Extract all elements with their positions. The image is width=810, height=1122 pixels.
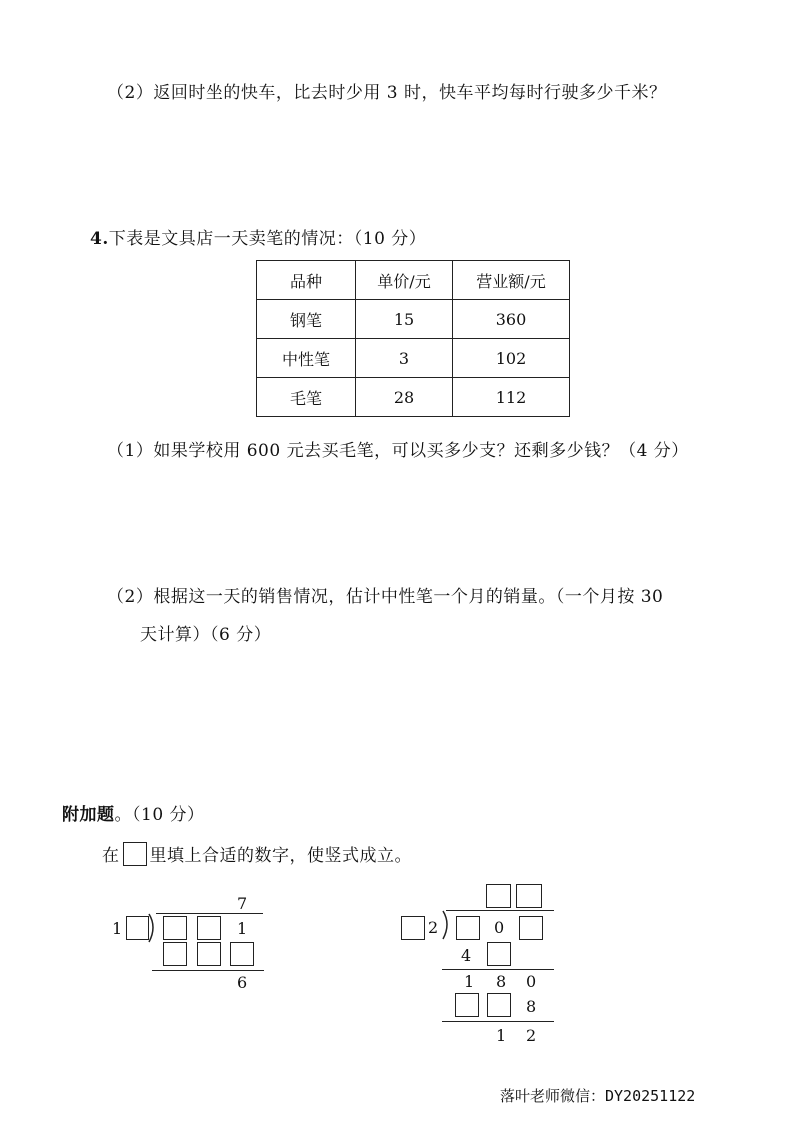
table-cell: 28 (356, 378, 453, 417)
table-cell: 毛笔 (257, 378, 356, 417)
footer-contact: 落叶老师微信：DY20251122 (500, 1087, 696, 1105)
product-answer-box[interactable] (487, 993, 511, 1017)
table-row (257, 378, 570, 417)
dividend-answer-box[interactable] (197, 916, 221, 940)
dividend-digit: 1 (237, 919, 248, 938)
remainder-digit: 1 (496, 1026, 507, 1045)
question-4-part-1: （1）如果学校用 600 元去买毛笔，可以买多少支？还剩多少钱？（4 分） (107, 441, 689, 461)
table-cell: 360 (453, 300, 570, 339)
divisor-answer-box[interactable] (126, 916, 149, 940)
table-row (257, 339, 570, 378)
table-cell: 102 (453, 339, 570, 378)
extra-question-score: 。（10 分） (114, 805, 205, 825)
extra-instruction (102, 841, 412, 866)
extra-question-heading (62, 800, 205, 825)
question-number: 4. (90, 229, 109, 249)
divisor-digit: 1 (112, 919, 123, 938)
table-header-cell: 单价/元 (356, 261, 453, 300)
question-4-part-2-line-2: 天计算）（6 分） (140, 625, 272, 645)
dividend-answer-box[interactable] (519, 916, 543, 940)
division-bracket (441, 909, 453, 941)
quotient-answer-box[interactable] (486, 884, 511, 908)
table-header-cell: 品种 (257, 261, 356, 300)
table-cell: 钢笔 (257, 300, 356, 339)
subtraction-line (442, 969, 554, 970)
question-4-part-2-line-1: （2）根据这一天的销售情况，估计中性笔一个月的销量。（一个月按 30 (107, 587, 664, 607)
product-answer-box[interactable] (163, 942, 187, 966)
question-3-part-2: （2）返回时坐的快车，比去时少用 3 时，快车平均每时行驶多少千米？ (107, 83, 667, 103)
question-4-title: 下表是文具店一天卖笔的情况：（10 分） (108, 229, 427, 249)
remainder-digit: 6 (237, 973, 248, 992)
table-cell: 15 (356, 300, 453, 339)
quotient-answer-box[interactable] (516, 884, 542, 908)
partial-digit: 8 (496, 972, 507, 991)
dividend-digit: 0 (494, 918, 505, 937)
answer-box-sample (123, 842, 147, 866)
divisor-digit: 2 (428, 918, 439, 937)
product-answer-box[interactable] (487, 942, 511, 966)
dividend-answer-box[interactable] (456, 916, 480, 940)
table-row (257, 300, 570, 339)
product-answer-box[interactable] (197, 942, 221, 966)
table-cell: 中性笔 (257, 339, 356, 378)
product-answer-box[interactable] (230, 942, 254, 966)
table-cell: 3 (356, 339, 453, 378)
table-header-row (257, 261, 570, 300)
remainder-digit: 2 (526, 1026, 537, 1045)
dividend-answer-box[interactable] (163, 916, 187, 940)
product-digit: 8 (526, 997, 537, 1016)
product-digit: 4 (461, 946, 472, 965)
partial-digit: 0 (526, 972, 537, 991)
table-cell: 112 (453, 378, 570, 417)
subtraction-line (442, 1021, 554, 1022)
sales-table (256, 260, 570, 417)
instruction-prefix: 在 (102, 846, 120, 866)
extra-question-title: 附加题 (62, 805, 115, 825)
quotient-digit: 7 (237, 894, 248, 913)
instruction-suffix: 里填上合适的数字，使竖式成立。 (149, 846, 412, 866)
table-header-cell: 营业额/元 (453, 261, 570, 300)
division-bar (156, 913, 263, 914)
partial-digit: 1 (464, 972, 475, 991)
divisor-answer-box[interactable] (401, 916, 425, 940)
question-4-heading (90, 224, 426, 249)
product-answer-box[interactable] (455, 993, 479, 1017)
subtraction-line (152, 970, 264, 971)
division-bar (446, 910, 554, 911)
